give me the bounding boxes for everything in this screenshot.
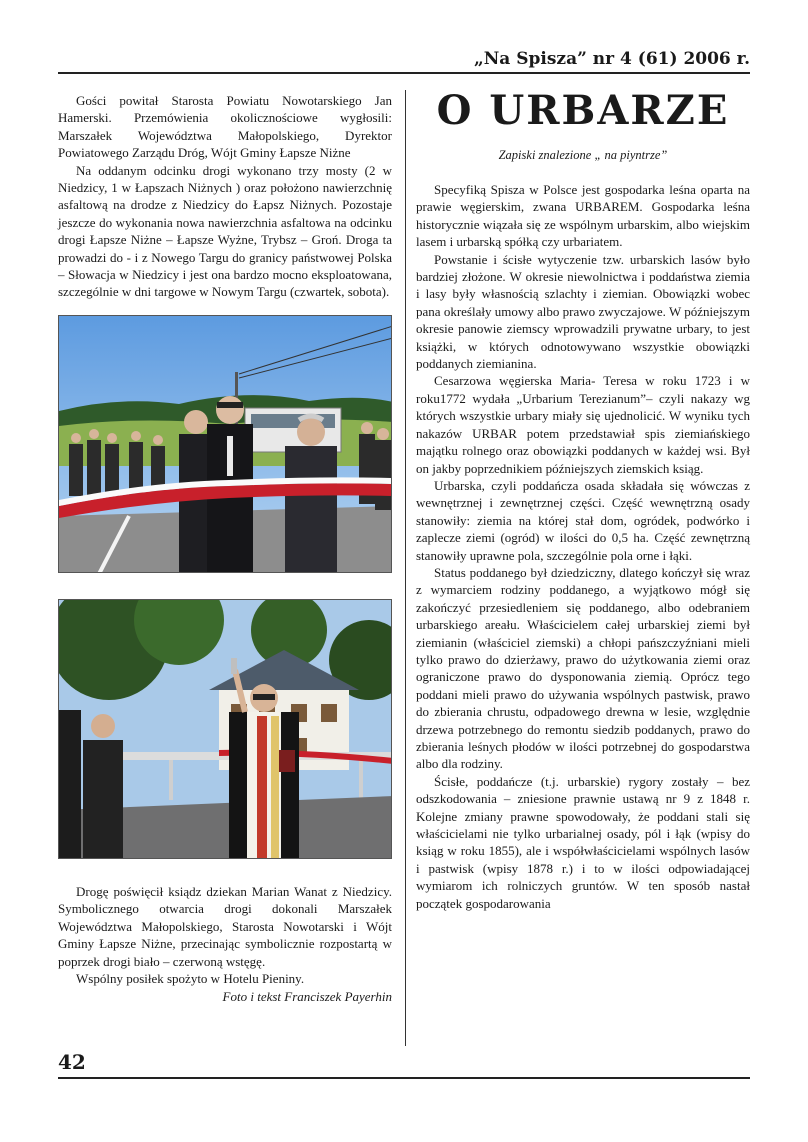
article-paragraph: Status poddanego był dziedziczny, dlatego kończył się wraz z wymarciem rodziny poddanego, a wyjątkowo mógł się zakończyć przesiedleniem się poddanego, albo odebraniem urbarskiego areału. Właścicielem całej urbarskiej ziemi był ziemianin (właściciel ziemski) a chłopi pańszczyźniani mieli tylko prawo do dzierżawy, prawo do użytkowania ziemi oraz ograniczone prawo do dysponowania ziemią. Oprócz tego poddani mieli prawo do używania wspólnych pastwisk, prawo do zbierania chrustu, odpadowego drewna w lesie, względnie drzewa potrzebnego do remontu siedzib poddanych, prawo do zbierania leśnych płodów w ilości potrzebnej do gospodarstwa albo dla rodziny. (416, 564, 750, 772)
article-column (416, 86, 750, 912)
header-rule (58, 72, 750, 74)
ribbon-cutting-photo (58, 315, 392, 573)
blessing-photo (58, 599, 392, 859)
article-paragraph: Urbarska, czyli poddańcza osada składała się wówczas z wewnętrznej i zewnętrznej części. Część wewnętrzną osady stanowiły: ziemia na której stał dom, ogródek, podwórko i zaplecze ziemi (ogród) w ilości do 0,5 ha. Część zewnętrzną stanowiły uprawne pola, szczególnie pola orne i łąki. (416, 477, 750, 563)
column-divider (405, 90, 406, 1046)
roads-paragraph: Na oddanym odcinku drogi wykonano trzy mosty (2 w Niedzicy, 1 w Łapszach Niżnych ) oraz położono nawierzchnię asfaltową na drodze z Niedzicy do Łapsz Niżnych. Pozostaje jeszcze do wykonania nowa nawierzchnia asfaltowa na odcinku drogi Łapsze Niżne – Łapsze Wyżne, Trybsz – Groń. Droga ta prowadzi do - i z Nowego Targu do granicy państwowej Polska – Słowacja w Niedzicy i jest ona bardzo mocno eksploatowana, szczególnie w dni targowe w Nowym Targu (czwartek, sobota). (58, 162, 392, 300)
photo-caption (58, 883, 392, 1006)
left-column (58, 92, 392, 1006)
article-paragraph: Powstanie i ścisłe wytyczenie tzw. urbarskich lasów było bardziej złożone. W okresie niewolnictwa i poddaństwa ziemia i lasy były własnością szlachty i ziemian. Obowiązki wobec pana określały umowy albo prawo zwyczajowe. W późniejszym okresie panowie ziemscy wprowadzili prywatne urbary, to jest książki, w których odnotowywano wszystkie obowiązki poddanych ziemianina. (416, 251, 750, 372)
caption-paragraph: Drogę poświęcił ksiądz dziekan Marian Wanat z Niedzicy. Symbolicznego otwarcia drogi dokonali Marszałek Województwa Małopolskiego, Starosta Nowotarski i Wójt Gminy Łapsze Niżne, przecinając symbolicznie rozpostartą w poprzek drogi biało – czerwoną wstęgę. (58, 883, 392, 969)
meal-paragraph: Wspólny posiłek spożyto w Hotelu Pieniny. (76, 970, 305, 986)
article-paragraph: Specyfiką Spisza w Polsce jest gospodarka leśna oparta na prawie węgierskim, zwana URBAREM. Gospodarka leśna historycznie wiązała się ze wspólnym urbarskim, albo wiejskim lasem i urbarską spółką czy urbariatem. (416, 182, 750, 250)
article-paragraph: Cesarzowa węgierska Maria- Teresa w roku 1723 i w roku1772 wydała „Urbarium Terezianum”– czyli nakazy wg których wszystkie urbary miały się ujednolicić. W wyniku tych nakazów URBAR potem przedstawiał spis ziemiańskiego majątku rolnego oraz obowiązki poddanych w każdej wsi. Był on jakby poprzednikiem późniejszych ziemskich ksiąg. (416, 373, 750, 476)
page-header: „Na Spisza” nr 4 (61) 2006 r. (473, 49, 750, 69)
page-number: 42 (58, 1050, 86, 1074)
photo-credit: Foto i tekst Franciszek Payerhin (222, 989, 392, 1005)
article-subtitle: Zapiski znalezione „ na piyntrze” (498, 148, 668, 162)
article-paragraph: Ścisłe, poddańcze (t.j. urbarskie) rygory zostały – bez odszkodowania – zniesione prawnie ustawą nr 9 z 1848 r. Kolejne zmiany prawne spowodowały, że poddani stali się właścicielami nie tylko urbarialnej osady, pól i łąk (wpisy do ksiąg w roku 1855), ale i współwłaścicielami wspólnych lasów i pastwisk (wpisy 1878 r.) i to w ilości odpowiadającej wymiarom ich rolniczych gruntów. W ten sposób nastał początek gospodarowania (416, 773, 750, 911)
intro-paragraph: Gości powitał Starosta Powiatu Nowotarskiego Jan Hamerski. Przemówienia okolicznościowe wygłosili: Marszałek Województwa Małopolskiego, Dyrektor Powiatowego Zarządu Dróg, Wójt Gminy Łapsze Niżne (58, 93, 392, 161)
article-title: O URBARZE (436, 87, 730, 134)
footer-rule (58, 1077, 750, 1079)
